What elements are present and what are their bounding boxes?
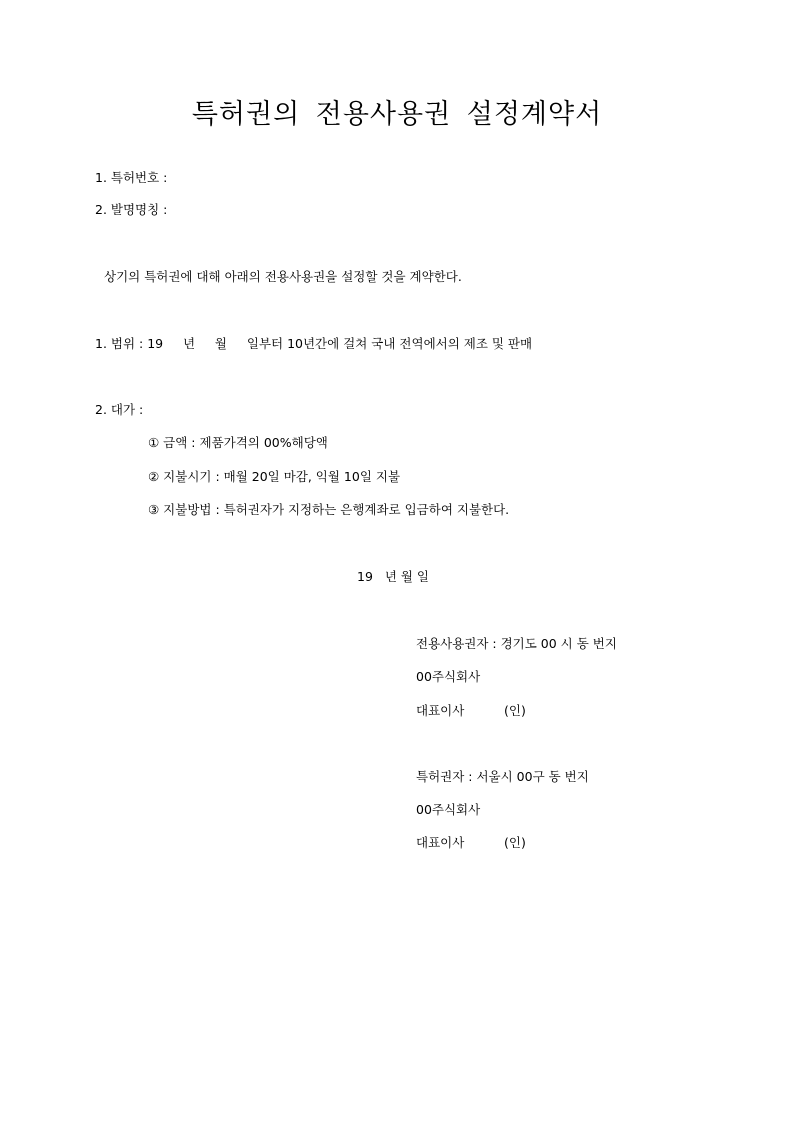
licensee-representative: 대표이사 (인) bbox=[416, 703, 526, 718]
consideration-item-timing: ② 지불시기 : 매월 20일 마감, 익월 10일 지불 bbox=[148, 469, 401, 484]
intro-paragraph: 상기의 특허권에 대해 아래의 전용사용권을 설정할 것을 계약한다. bbox=[104, 269, 462, 284]
patent-number-field: 1. 특허번호 : bbox=[95, 170, 168, 185]
licensee-address: 전용사용권자 : 경기도 00 시 동 번지 bbox=[416, 636, 617, 651]
invention-name-field: 2. 발명명칭 : bbox=[95, 202, 168, 217]
scope-clause: 1. 범위 : 19 년 월 일부터 10년간에 걸쳐 국내 전역에서의 제조 및 판매 bbox=[95, 336, 533, 351]
consideration-item-method: ③ 지불방법 : 특허권자가 지정하는 은행계좌로 입금하여 지불한다. bbox=[148, 502, 510, 517]
consideration-heading: 2. 대가 : bbox=[95, 402, 144, 417]
contract-date: 19 년 월 일 bbox=[357, 569, 429, 584]
licensee-company: 00주식회사 bbox=[416, 669, 481, 684]
licensor-address: 특허권자 : 서울시 00구 동 번지 bbox=[416, 769, 589, 784]
page-title: 특허권의 전용사용권 설정계약서 bbox=[191, 99, 603, 130]
licensor-representative: 대표이사 (인) bbox=[416, 835, 526, 850]
consideration-item-amount: ① 금액 : 제품가격의 00%해당액 bbox=[148, 435, 328, 450]
licensor-company: 00주식회사 bbox=[416, 802, 481, 817]
